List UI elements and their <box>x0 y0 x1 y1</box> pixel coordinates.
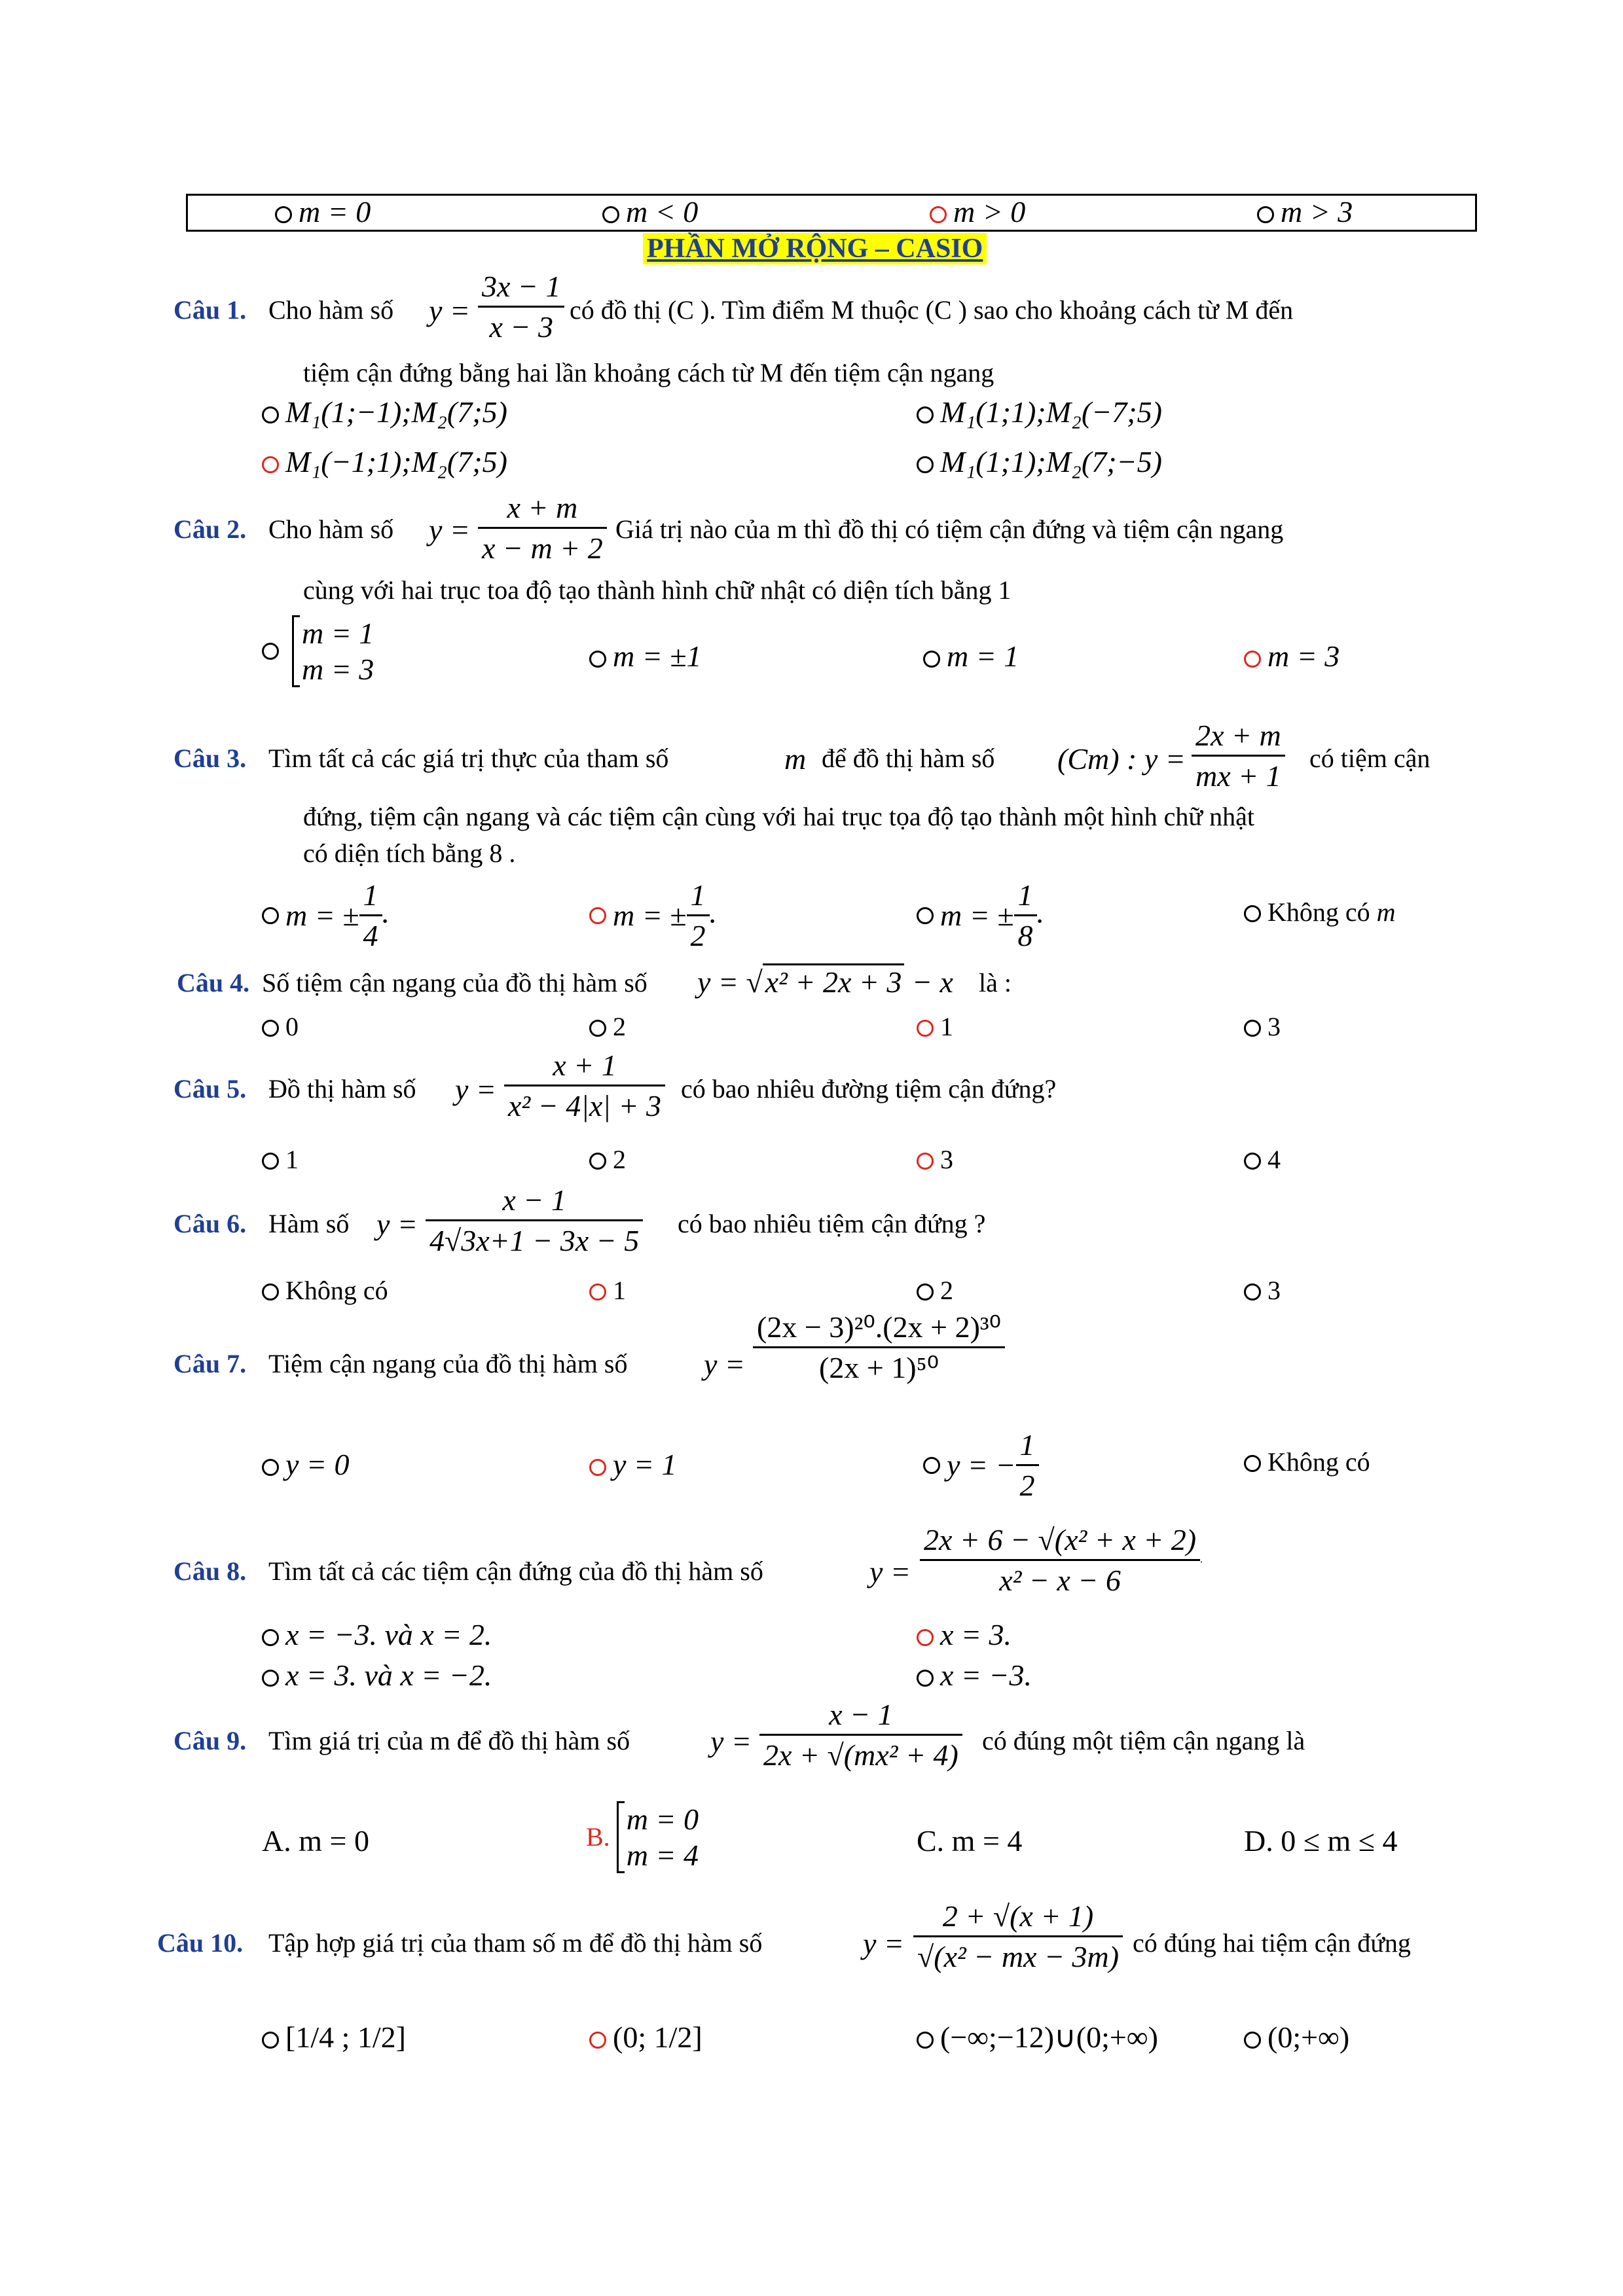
q9-y: y = <box>710 1725 752 1758</box>
q9-option-a[interactable]: A. m = 0 <box>262 1824 369 1857</box>
q2-text: Giá trị nào của m thì đồ thị có tiệm cận đứng và tiệm cận ngang <box>615 514 1284 544</box>
q2-y: y = <box>429 513 470 547</box>
q4-option-2[interactable]: 2 <box>589 1011 626 1043</box>
q4-option-1[interactable]: 0 <box>262 1011 299 1043</box>
q10-option-4[interactable]: (0;+∞) <box>1244 2019 1349 2055</box>
q6-intro: Hàm số <box>268 1209 350 1238</box>
q4-label: Câu 4. <box>177 968 250 997</box>
q10-label: Câu 10. <box>157 1928 244 1958</box>
q6-y: y = <box>376 1208 418 1241</box>
q4-formula: y = √x² + 2x + 3 − x <box>697 965 953 999</box>
q10-intro: Tập hợp giá trị của tham số m để đồ thị hàm số <box>268 1928 763 1958</box>
q4-end: là : <box>979 968 1012 997</box>
top-option-1[interactable] <box>275 194 371 230</box>
q9-intro: Tìm giá trị của m để đồ thị hàm số <box>268 1726 630 1755</box>
q9-option-c[interactable]: C. m = 4 <box>917 1824 1023 1857</box>
q3-option-2[interactable]: m = ± $\frac{1}{2}$ . <box>589 877 717 954</box>
q6-text: có bao nhiêu tiệm cận đứng ? <box>678 1209 986 1238</box>
q1-fraction: $\frac{3x - 1}{x - 3}$ <box>478 268 564 345</box>
q5-option-3[interactable]: 3 <box>917 1144 953 1175</box>
option-text: m > 3 <box>1281 195 1353 228</box>
q10-option-3[interactable]: (−∞;−12)∪(0;+∞) <box>917 2019 1158 2055</box>
q2-fraction: $\frac{x + m}{x - m + 2}$ <box>478 490 607 566</box>
q6-label: Câu 6. <box>173 1209 247 1238</box>
q8-label: Câu 8. <box>173 1556 247 1586</box>
q7-option-2[interactable]: y = 1 <box>589 1446 676 1482</box>
q7-label: Câu 7. <box>173 1349 247 1378</box>
q3-option-1[interactable]: m = ± $\frac{1}{4}$ . <box>262 877 390 954</box>
option-radio-icon <box>275 206 292 223</box>
top-option-4[interactable] <box>1257 194 1353 230</box>
q7-option-3[interactable]: y = − $\frac{1}{2}$ <box>923 1427 1039 1503</box>
q8-option-3[interactable]: x = 3. và x = −2. <box>262 1657 492 1693</box>
q1-option-1[interactable]: M₁(1;−1);M₂(7;5) <box>262 394 507 430</box>
q7-option-1[interactable]: y = 0 <box>262 1446 349 1482</box>
q3-fraction: $\frac{2x + m}{mx + 1}$ <box>1192 717 1285 794</box>
q3-m: m <box>784 742 807 776</box>
q6-option-2[interactable]: 1 <box>589 1275 626 1306</box>
q7-option-4[interactable]: Không có <box>1244 1446 1370 1478</box>
q2-option-3[interactable]: m = 1 <box>923 638 1019 674</box>
q8-intro: Tìm tất cả các tiệm cận đứng của đồ thị hàm số <box>268 1556 763 1586</box>
q10-fraction: $\frac{2 + √(x + 1)}{\text{√(x² − mx − 3m)}}$ <box>913 1898 1123 1975</box>
top-option-2[interactable] <box>602 194 698 230</box>
q7-fraction: $\frac{\text{(2x − 3)²⁰.(2x + 2)³⁰}}{\text{(2x + 1)⁵⁰}}$ <box>753 1309 1005 1386</box>
q1-label: Câu 1. <box>173 295 247 325</box>
q8-option-1[interactable]: x = −3. và x = 2. <box>262 1617 492 1653</box>
q2-line2: cùng với hai trục toa độ tạo thành hình chữ nhật có diện tích bằng 1 <box>303 575 1012 605</box>
q1-intro: Cho hàm số <box>268 295 394 325</box>
q3-cm: (Cm) : y = <box>1057 742 1186 776</box>
q1-option-3[interactable]: M₁(−1;1);M₂(7;5) <box>262 444 507 480</box>
q8-y: y = <box>869 1555 911 1588</box>
q6-option-3[interactable]: 2 <box>917 1275 953 1306</box>
q8-fraction: $\frac{\text{2x + 6 − √(x² + x + 2)}}{\text{x² − x − 6}}$ . <box>920 1522 1203 1598</box>
q2-option-1[interactable]: m = 1 m = 3 <box>262 615 374 687</box>
q5-fraction: $\frac{x + 1}{\text{x² − 4|x| + 3}}$ <box>504 1047 665 1124</box>
top-option-3[interactable] <box>930 194 1025 230</box>
q9-text: có đúng một tiệm cận ngang là <box>982 1726 1305 1755</box>
q4-text: Số tiệm cận ngang của đồ thị hàm số <box>262 968 647 997</box>
q2-option-4[interactable]: m = 3 <box>1244 638 1340 674</box>
q5-y: y = <box>455 1073 496 1106</box>
option-radio-icon <box>930 206 947 223</box>
q3-option-4[interactable]: Không có m <box>1244 897 1396 928</box>
q2-label: Câu 2. <box>173 514 247 544</box>
q6-option-4[interactable]: 3 <box>1244 1275 1281 1306</box>
option-text: m > 0 <box>953 195 1026 228</box>
q5-option-2[interactable]: 2 <box>589 1144 626 1175</box>
q2-intro: Cho hàm số <box>268 514 394 544</box>
q10-text: có đúng hai tiệm cận đứng <box>1133 1928 1411 1958</box>
q4-option-3[interactable]: 1 <box>917 1011 953 1043</box>
option-radio-icon <box>1257 206 1274 223</box>
option-text: m < 0 <box>626 195 699 228</box>
q8-option-4[interactable]: x = −3. <box>917 1657 1032 1693</box>
q5-label: Câu 5. <box>173 1074 247 1103</box>
option-radio-icon <box>602 206 619 223</box>
q9-label: Câu 9. <box>173 1726 247 1755</box>
q6-fraction: $\frac{x - 1}{4√3x+1 - 3x - 5}$ <box>426 1182 643 1259</box>
q10-y: y = <box>863 1927 904 1960</box>
q4-option-4[interactable]: 3 <box>1244 1011 1281 1043</box>
q3-text: Tìm tất cả các giá trị thực của tham số <box>268 744 669 773</box>
q3-option-3[interactable]: m = ± $\frac{1}{8}$ . <box>917 877 1044 954</box>
q6-option-1[interactable]: Không có <box>262 1275 388 1306</box>
q1-line2: tiệm cận đứng bằng hai lần khoảng cách từ M đến tiệm cận ngang <box>303 358 994 387</box>
q3-label: Câu 3. <box>173 744 247 773</box>
q9-option-d[interactable]: D. 0 ≤ m ≤ 4 <box>1244 1824 1398 1857</box>
q5-intro: Đồ thị hàm số <box>268 1074 416 1103</box>
q9-option-b[interactable]: B. m = 0 m = 4 <box>586 1801 699 1873</box>
q8-option-2[interactable]: x = 3. <box>917 1617 1012 1653</box>
q5-option-4[interactable]: 4 <box>1244 1144 1281 1175</box>
q7-intro: Tiệm cận ngang của đồ thị hàm số <box>268 1349 628 1378</box>
q3-text2: để đồ thị hàm số <box>822 744 995 773</box>
q1-option-2[interactable]: M₁(1;1);M₂(−7;5) <box>917 394 1162 430</box>
q10-option-1[interactable]: [1/4 ; 1/2] <box>262 2019 406 2055</box>
q9-fraction: $\frac{x - 1}{\text{2x + √(mx² + 4)}}$ <box>759 1696 962 1773</box>
section-title: PHẦN MỞ RỘNG – CASIO <box>643 233 987 264</box>
q5-text: có bao nhiêu đường tiệm cận đứng? <box>681 1074 1057 1103</box>
q1-text: có đồ thị (C ). Tìm điểm M thuộc (C ) sao cho khoảng cách từ M đến <box>570 295 1294 325</box>
q3-line2: đứng, tiệm cận ngang và các tiệm cận cùng với hai trục tọa độ tạo thành một hình chữ nhật <box>303 802 1254 831</box>
q1-option-4[interactable]: M₁(1;1);M₂(7;−5) <box>917 444 1162 480</box>
q5-option-1[interactable]: 1 <box>262 1144 299 1175</box>
option-text: m = 0 <box>299 195 371 228</box>
q3-after: có tiệm cận <box>1309 744 1431 773</box>
q7-y: y = <box>704 1348 745 1381</box>
q1-y: y = <box>429 294 470 327</box>
q3-line3: có diện tích bằng 8 . <box>303 838 516 868</box>
q10-option-2[interactable]: (0; 1/2] <box>589 2019 702 2055</box>
q2-option-2[interactable]: m = ±1 <box>589 638 702 674</box>
